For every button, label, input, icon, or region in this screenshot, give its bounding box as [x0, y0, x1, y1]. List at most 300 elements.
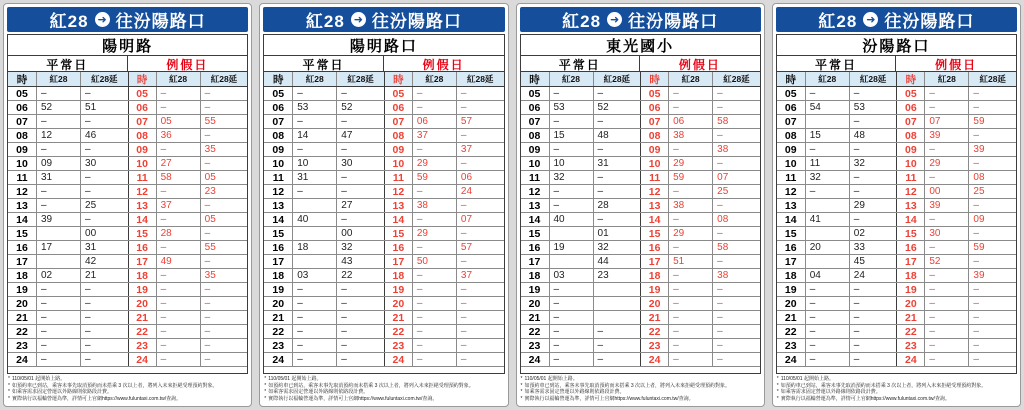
- timetable-row: [521, 129, 760, 143]
- holiday-red28-cell: 59: [412, 171, 456, 184]
- timetable-row: [8, 353, 247, 367]
- timetable-row: [8, 213, 247, 227]
- route-destination: 往汾陽路口: [884, 12, 975, 31]
- holiday-red28ext-cell: –: [456, 311, 504, 324]
- hour-cell: 18: [272, 269, 285, 282]
- hour-cell: 23: [16, 339, 28, 352]
- holiday-red28ext-cell: –: [456, 199, 504, 212]
- column-header-row: [8, 72, 247, 87]
- holiday-red28ext-cell: –: [712, 311, 760, 324]
- hour-cell: 17: [272, 255, 285, 268]
- holiday-red28ext-cell: –: [712, 325, 760, 338]
- timetable-panel: [516, 3, 765, 407]
- holiday-red28ext-cell: –: [456, 353, 504, 366]
- note-bullet: *: [264, 376, 267, 382]
- weekday-red28-cell: –: [805, 283, 849, 296]
- route-number: 紅28: [818, 12, 858, 31]
- note-bullet: *: [264, 389, 267, 395]
- hour-cell: 19: [272, 283, 285, 296]
- note-bullet: *: [776, 382, 779, 389]
- holiday-hour-cell: 06: [640, 101, 668, 114]
- timetable-row: [8, 157, 247, 171]
- weekday-red28ext-cell: –: [849, 353, 897, 366]
- timetable-row: [521, 255, 760, 269]
- note-text: 如預約車已到站，乘客未事先取消預約而未搭乘 3 次以上者，將列入未來拒絕受理預約對象。: [268, 382, 474, 389]
- holiday-red28ext-cell: –: [200, 87, 248, 100]
- holiday-hour-cell: 06: [896, 101, 924, 114]
- holiday-hour-cell: 07: [640, 115, 668, 128]
- holiday-hour-cell: 21: [384, 311, 412, 324]
- weekday-red28-cell: –: [805, 325, 849, 338]
- weekday-red28-cell: [549, 227, 593, 240]
- timetable-row: [264, 353, 503, 367]
- holiday-red28ext-cell: –: [712, 199, 760, 212]
- timetable-row: [8, 171, 247, 185]
- weekday-red28-cell: –: [36, 199, 80, 212]
- hour-cell: 22: [16, 325, 28, 338]
- holiday-red28-cell: –: [412, 269, 456, 282]
- timetable-row: [8, 283, 247, 297]
- holiday-red28ext-cell: –: [712, 297, 760, 310]
- timetable-row: [777, 325, 1016, 339]
- holiday-hour-cell: 14: [640, 213, 668, 226]
- holiday-red28-cell: 38: [668, 129, 712, 142]
- holiday-red28-cell: –: [924, 325, 968, 338]
- weekday-red28-cell: –: [549, 339, 593, 352]
- holiday-red28-cell: 37: [412, 129, 456, 142]
- hour-cell: 15: [272, 227, 285, 240]
- timetable-row: [264, 213, 503, 227]
- holiday-hour-cell: 22: [128, 325, 156, 338]
- weekday-red28ext-cell: –: [80, 311, 128, 324]
- notes: [776, 374, 1017, 403]
- holiday-hour-cell: 19: [384, 283, 412, 296]
- weekday-red28ext-cell: –: [336, 353, 384, 366]
- day-type-header-row: [264, 56, 503, 72]
- weekday-red28-cell: –: [549, 143, 593, 156]
- timetable-row: [8, 297, 247, 311]
- weekday-red28-cell: 53: [549, 101, 593, 114]
- holiday-red28ext-cell: 55: [200, 115, 248, 128]
- weekday-red28-cell: –: [549, 185, 593, 198]
- note-bullet: *: [8, 395, 10, 402]
- weekday-red28-cell: –: [36, 143, 80, 156]
- weekday-red28-cell: 09: [36, 157, 80, 170]
- weekday-red28ext-cell: 30: [336, 157, 384, 170]
- holiday-hour-cell: 15: [896, 227, 924, 240]
- weekday-red28ext-cell: 32: [336, 241, 384, 254]
- weekday-red28-cell: –: [805, 339, 849, 352]
- timetable-row: [264, 297, 503, 311]
- weekday-red28-cell: –: [292, 311, 336, 324]
- holiday-hour-cell: 14: [128, 213, 156, 226]
- holiday-red28-cell: –: [668, 297, 712, 310]
- hour-cell: 24: [784, 353, 797, 366]
- weekday-red28-cell: –: [549, 283, 593, 296]
- weekday-red28-cell: –: [549, 353, 593, 366]
- holiday-hour-column-header: 時: [128, 72, 156, 86]
- weekday-red28ext-cell: –: [80, 143, 128, 156]
- timetable: [776, 34, 1017, 374]
- hour-cell: 17: [784, 255, 797, 268]
- weekday-red28-cell: [805, 199, 849, 212]
- hour-cell: 11: [272, 171, 284, 184]
- route-number: 紅28: [49, 12, 89, 31]
- holiday-hour-cell: 06: [384, 101, 412, 114]
- holiday-hour-cell: 19: [896, 283, 924, 296]
- hour-cell: 21: [272, 311, 285, 324]
- holiday-red28-cell: –: [668, 241, 712, 254]
- weekday-red28-cell: –: [36, 325, 80, 338]
- weekday-red28ext-cell: –: [80, 213, 128, 226]
- column-header-row: [777, 72, 1016, 87]
- holiday-red28ext-cell: –: [968, 227, 1016, 240]
- timetable-row: [521, 339, 760, 353]
- holiday-red28-cell: 38: [412, 199, 456, 212]
- timetable-row: [264, 339, 503, 353]
- note-text: 如乘客需求固定營運以外路線則依路段計費。: [524, 389, 625, 395]
- holiday-hour-cell: 11: [896, 171, 924, 184]
- weekday-red28ext-cell: –: [80, 87, 128, 100]
- holiday-red28-cell: –: [668, 101, 712, 114]
- timetable-row: [264, 241, 503, 255]
- hour-cell: 16: [16, 241, 28, 254]
- hour-cell: 11: [785, 171, 797, 184]
- holiday-red28ext-cell: 59: [968, 241, 1016, 254]
- timetable-row: [777, 157, 1016, 171]
- holiday-red28-cell: –: [668, 185, 712, 198]
- weekday-red28ext-cell: –: [593, 87, 641, 100]
- holiday-hour-cell: 19: [640, 283, 668, 296]
- timetable-row: [8, 115, 247, 129]
- timetable-row: [264, 199, 503, 213]
- weekday-red28-cell: [292, 255, 336, 268]
- weekday-red28ext-cell: –: [593, 143, 641, 156]
- hour-cell: 05: [272, 87, 285, 100]
- weekday-red28-cell: 04: [805, 269, 849, 282]
- hour-cell: 12: [528, 185, 541, 198]
- holiday-red28ext-cell: –: [968, 199, 1016, 212]
- holiday-hour-cell: 10: [384, 157, 412, 170]
- holiday-red28ext-cell: 09: [968, 213, 1016, 226]
- timetable-row: [521, 115, 760, 129]
- holiday-hour-cell: 18: [640, 269, 668, 282]
- holiday-hour-cell: 24: [128, 353, 156, 366]
- holiday-hour-cell: 18: [896, 269, 924, 282]
- holiday-red28-cell: 51: [668, 255, 712, 268]
- weekday-red28-cell: –: [292, 115, 336, 128]
- holiday-red28-column-header: 紅28: [156, 72, 200, 86]
- timetable-row: [521, 185, 760, 199]
- weekday-red28-cell: –: [36, 185, 80, 198]
- weekday-red28-cell: 41: [805, 213, 849, 226]
- weekday-red28ext-cell: –: [593, 115, 641, 128]
- weekday-red28-cell: 03: [292, 269, 336, 282]
- red28ext-column-header: 紅28延: [849, 72, 897, 86]
- holiday-hour-cell: 12: [896, 185, 924, 198]
- hour-cell: 16: [528, 241, 541, 254]
- weekday-red28-cell: 31: [36, 171, 80, 184]
- timetable-row: [521, 325, 760, 339]
- timetable-row: [8, 227, 247, 241]
- hour-cell: 14: [784, 213, 797, 226]
- hour-cell: 11: [16, 171, 28, 184]
- hour-cell: 09: [784, 143, 797, 156]
- holiday-red28-cell: –: [924, 339, 968, 352]
- weekday-red28ext-cell: 52: [593, 101, 641, 114]
- holiday-red28-cell: –: [924, 269, 968, 282]
- weekday-red28ext-cell: 52: [336, 101, 384, 114]
- holiday-header: 例假日: [935, 58, 978, 72]
- weekday-red28ext-cell: 43: [336, 255, 384, 268]
- holiday-hour-cell: 13: [384, 199, 412, 212]
- timetable-row: [264, 87, 503, 101]
- route-title-bar: [7, 7, 248, 32]
- timetable-row: [8, 311, 247, 325]
- weekday-red28ext-cell: 30: [80, 157, 128, 170]
- weekday-red28-cell: –: [36, 353, 80, 366]
- timetable-row: [521, 87, 760, 101]
- timetable-row: [777, 269, 1016, 283]
- hour-cell: 08: [784, 129, 797, 142]
- note-text: 如預約車已到站，乘客未事先取消預約而未搭乘 3 次以上者，將列入未來拒絕受理預約對象。: [524, 382, 731, 389]
- red28ext-column-header: 紅28延: [593, 72, 641, 86]
- holiday-red28ext-cell: 55: [200, 241, 248, 254]
- timetable: [7, 34, 248, 374]
- holiday-red28ext-cell: –: [200, 101, 248, 114]
- hour-column-header: 時: [785, 73, 796, 86]
- hour-cell: 06: [272, 101, 285, 114]
- holiday-red28ext-cell: 23: [200, 185, 248, 198]
- holiday-red28-cell: –: [412, 297, 456, 310]
- weekday-red28ext-cell: –: [336, 185, 384, 198]
- hour-column-header: 時: [273, 73, 284, 86]
- hour-cell: 17: [16, 255, 28, 268]
- hour-cell: 20: [784, 297, 797, 310]
- timetable-row: [8, 143, 247, 157]
- hour-cell: 20: [16, 297, 28, 310]
- hour-cell: 18: [784, 269, 797, 282]
- weekday-red28-cell: –: [292, 297, 336, 310]
- note: [777, 396, 1016, 403]
- holiday-red28ext-cell: –: [712, 129, 760, 142]
- hour-cell: 13: [784, 199, 797, 212]
- holiday-red28-cell: –: [668, 339, 712, 352]
- hour-cell: 24: [16, 353, 28, 366]
- holiday-hour-cell: 09: [640, 143, 668, 156]
- weekday-red28ext-cell: 53: [849, 101, 897, 114]
- holiday-red28-cell: –: [412, 185, 456, 198]
- holiday-hour-column-header: 時: [384, 72, 412, 86]
- holiday-red28-cell: –: [924, 87, 968, 100]
- note-text: 110/05/01 起開始上路。: [11, 376, 66, 382]
- timetable-row: [777, 339, 1016, 353]
- holiday-red28-cell: –: [924, 101, 968, 114]
- route-title-bar: [776, 7, 1017, 32]
- timetable-row: [777, 171, 1016, 185]
- holiday-red28ext-cell: –: [200, 227, 248, 240]
- weekday-red28-cell: 19: [549, 241, 593, 254]
- holiday-red28ext-cell: 39: [968, 269, 1016, 282]
- hour-cell: 12: [16, 185, 28, 198]
- notes: [520, 374, 761, 403]
- holiday-red28ext-cell: 38: [712, 143, 760, 156]
- holiday-red28-cell: –: [156, 101, 200, 114]
- holiday-red28ext-cell: –: [712, 255, 760, 268]
- route-destination: 往汾陽路口: [371, 12, 462, 31]
- holiday-red28-cell: –: [668, 325, 712, 338]
- holiday-red28-cell: –: [924, 143, 968, 156]
- note-text: 實際執行以福輪營運為準，詳情可上官網https://www.fuluntaxi.com.tw/查詢。: [268, 395, 438, 402]
- holiday-hour-cell: 09: [384, 143, 412, 156]
- holiday-red28ext-column-header: 紅28延: [712, 72, 760, 86]
- holiday-hour-cell: 07: [384, 115, 412, 128]
- hour-cell: 12: [272, 185, 285, 198]
- hour-cell: 05: [528, 87, 541, 100]
- day-type-header-row: [777, 56, 1016, 72]
- weekday-red28ext-cell: –: [849, 297, 897, 310]
- weekday-red28-cell: 10: [292, 157, 336, 170]
- weekday-red28-cell: –: [292, 353, 336, 366]
- note-text: 如預約車已到站，乘客未事先取消預約而未搭乘 3 次以上者，將列入未來拒絕受理預約對象。: [11, 382, 218, 389]
- holiday-hour-cell: 21: [128, 311, 156, 324]
- weekday-red28-cell: 32: [805, 171, 849, 184]
- weekday-red28-cell: 40: [292, 213, 336, 226]
- hour-cell: 13: [16, 199, 28, 212]
- note-bullet: *: [520, 395, 523, 402]
- weekday-red28-cell: –: [549, 311, 593, 324]
- holiday-red28ext-cell: –: [968, 101, 1016, 114]
- holiday-hour-cell: 11: [640, 171, 668, 184]
- holiday-red28-cell: 39: [924, 199, 968, 212]
- holiday-red28-column-header: 紅28: [412, 72, 456, 86]
- holiday-red28-cell: –: [412, 325, 456, 338]
- timetable-row: [777, 185, 1016, 199]
- red28-column-header: 紅28: [805, 72, 849, 86]
- note-text: 如乘客需求固定營運以外路線則依路段計費。: [780, 389, 881, 395]
- weekday-red28-cell: [292, 227, 336, 240]
- holiday-red28-cell: 29: [412, 227, 456, 240]
- note-text: 實際執行以福輪營運為準，詳情可上官網https://www.fuluntaxi.com.tw/查詢。: [11, 395, 182, 402]
- hour-cell: 23: [272, 339, 285, 352]
- timetable-row: [777, 87, 1016, 101]
- weekday-red28-cell: –: [292, 339, 336, 352]
- holiday-hour-cell: 13: [128, 199, 156, 212]
- holiday-red28ext-cell: 38: [712, 269, 760, 282]
- hour-cell: 17: [528, 255, 541, 268]
- weekday-red28ext-cell: 45: [849, 255, 897, 268]
- holiday-red28-cell: –: [156, 269, 200, 282]
- holiday-hour-cell: 15: [384, 227, 412, 240]
- holiday-red28-cell: 29: [668, 227, 712, 240]
- timetable: [520, 34, 761, 374]
- weekday-red28ext-cell: –: [593, 325, 641, 338]
- holiday-hour-cell: 22: [640, 325, 668, 338]
- hour-cell: 20: [528, 297, 541, 310]
- timetable-row: [777, 213, 1016, 227]
- hour-cell: 18: [528, 269, 541, 282]
- hour-cell: 07: [784, 115, 797, 128]
- holiday-red28-cell: –: [412, 353, 456, 366]
- weekday-red28-cell: 53: [292, 101, 336, 114]
- holiday-red28-cell: –: [668, 213, 712, 226]
- hour-cell: 24: [528, 353, 541, 366]
- holiday-red28ext-cell: –: [712, 87, 760, 100]
- holiday-hour-cell: 06: [128, 101, 156, 114]
- weekday-red28ext-cell: –: [336, 325, 384, 338]
- holiday-hour-cell: 14: [896, 213, 924, 226]
- timetable-row: [8, 87, 247, 101]
- timetable-row: [521, 171, 760, 185]
- holiday-red28ext-cell: –: [968, 129, 1016, 142]
- hour-cell: 13: [528, 199, 541, 212]
- weekday-red28ext-cell: –: [336, 311, 384, 324]
- weekday-red28ext-cell: –: [80, 185, 128, 198]
- holiday-hour-cell: 16: [896, 241, 924, 254]
- timetable-row: [8, 269, 247, 283]
- note-text: 如乘客需求固定營運以外路線則依路段計費。: [268, 389, 369, 395]
- weekday-red28-cell: [805, 115, 849, 128]
- weekday-red28ext-cell: 47: [336, 129, 384, 142]
- timetable-row: [8, 325, 247, 339]
- day-type-header-row: [8, 56, 247, 72]
- holiday-hour-cell: 10: [640, 157, 668, 170]
- weekday-red28-cell: –: [36, 87, 80, 100]
- holiday-red28ext-cell: 25: [712, 185, 760, 198]
- holiday-red28ext-cell: –: [200, 199, 248, 212]
- station-name: 陽明路口: [264, 35, 503, 56]
- weekday-red28ext-cell: 27: [336, 199, 384, 212]
- holiday-red28ext-cell: –: [712, 283, 760, 296]
- timetable-row: [521, 283, 760, 297]
- holiday-red28ext-cell: –: [968, 297, 1016, 310]
- hour-cell: 16: [272, 241, 285, 254]
- weekday-red28-cell: –: [36, 283, 80, 296]
- hour-cell: 22: [528, 325, 541, 338]
- holiday-red28-cell: –: [156, 213, 200, 226]
- weekday-red28ext-cell: –: [849, 325, 897, 338]
- weekday-red28-cell: –: [805, 297, 849, 310]
- holiday-header: 例假日: [422, 58, 465, 72]
- hour-cell: 06: [784, 101, 797, 114]
- holiday-red28-cell: 00: [924, 185, 968, 198]
- weekday-red28ext-cell: 51: [80, 101, 128, 114]
- holiday-red28-cell: –: [156, 87, 200, 100]
- red28-column-header: 紅28: [292, 72, 336, 86]
- holiday-red28ext-cell: –: [456, 283, 504, 296]
- timetable-row: [777, 241, 1016, 255]
- timetable-row: [521, 227, 760, 241]
- weekday-red28ext-cell: –: [849, 115, 897, 128]
- holiday-red28ext-cell: 35: [200, 143, 248, 156]
- weekday-red28ext-cell: 48: [849, 129, 897, 142]
- hour-cell: 12: [784, 185, 797, 198]
- weekday-red28ext-cell: –: [593, 339, 641, 352]
- holiday-red28ext-cell: 07: [712, 171, 760, 184]
- holiday-red28ext-cell: 57: [456, 115, 504, 128]
- weekday-red28ext-cell: –: [336, 171, 384, 184]
- timetable-row: [521, 353, 760, 367]
- timetable-row: [777, 283, 1016, 297]
- weekday-red28ext-cell: –: [336, 115, 384, 128]
- holiday-red28-cell: –: [924, 171, 968, 184]
- holiday-hour-cell: 05: [896, 87, 924, 100]
- timetable-row: [521, 241, 760, 255]
- timetable-row: [264, 311, 503, 325]
- holiday-red28ext-cell: –: [200, 339, 248, 352]
- holiday-red28-cell: –: [412, 143, 456, 156]
- timetable-row: [8, 255, 247, 269]
